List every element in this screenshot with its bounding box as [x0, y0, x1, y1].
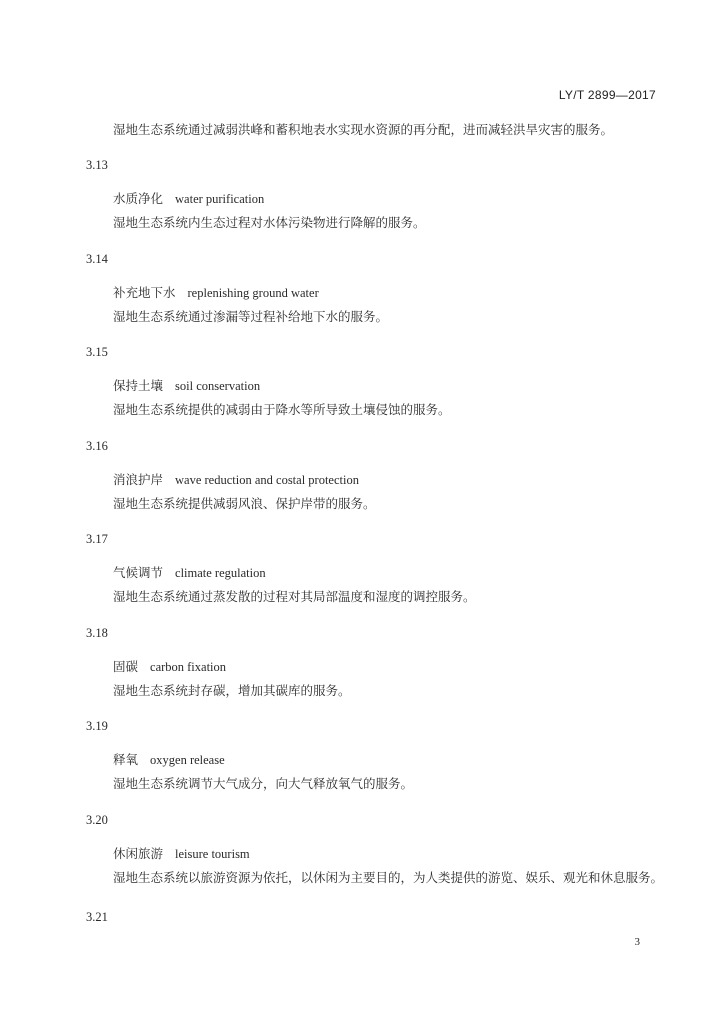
- clause-number: 3.17: [86, 532, 108, 546]
- term-definition: 湿地生态系统内生态过程对水体污染物进行降解的服务。: [113, 215, 426, 230]
- term-heading: [113, 844, 250, 862]
- term-heading: [113, 657, 226, 675]
- term-chinese: 补充地下水: [113, 284, 176, 300]
- term-entry: [0, 439, 724, 533]
- term-entry: [0, 813, 724, 907]
- clause-number: 3.15: [86, 345, 108, 359]
- term-heading: [113, 750, 225, 768]
- term-english: water purification: [175, 192, 265, 206]
- term-entry: [0, 532, 724, 626]
- term-chinese: 释氧: [113, 752, 139, 767]
- document-code: LY/T 2899—2017: [558, 88, 656, 102]
- term-chinese: 气候调节: [113, 565, 164, 580]
- term-entry: [0, 626, 724, 720]
- page-number: 3: [634, 936, 640, 948]
- clause-number: 3.13: [86, 158, 108, 172]
- term-english: climate regulation: [175, 566, 266, 580]
- term-definition: 湿地生态系统通过蒸发散的过程对其局部温度和湿度的调控服务。: [113, 589, 476, 604]
- term-heading: [113, 563, 266, 581]
- term-english: oxygen release: [150, 753, 225, 767]
- clause-number: 3.14: [86, 251, 108, 266]
- term-definition: 湿地生态系统调节大气成分，向大气释放氧气的服务。: [113, 776, 414, 791]
- clause-number: 3.18: [86, 625, 108, 640]
- term-definition: 湿地生态系统通过渗漏等过程补给地下水的服务。: [113, 308, 389, 324]
- term-definition: 湿地生态系统提供减弱风浪、保护岸带的服务。: [113, 495, 376, 511]
- term-heading: [113, 283, 319, 301]
- term-heading: [113, 470, 359, 488]
- term-entry: [0, 252, 724, 346]
- intro-paragraph: 湿地生态系统通过减弱洪峰和蓄积地表水实现水资源的再分配，进而减轻洪旱灾害的服务。: [113, 122, 614, 137]
- term-heading: [113, 189, 264, 207]
- term-list: [0, 158, 724, 906]
- clause-number: 3.20: [86, 812, 108, 827]
- term-english: replenishing ground water: [187, 285, 319, 300]
- term-definition: 湿地生态系统封存碳，增加其碳库的服务。: [113, 682, 351, 698]
- term-definition: 湿地生态系统提供的减弱由于降水等所导致土壤侵蚀的服务。: [113, 402, 451, 417]
- term-entry: [0, 719, 724, 813]
- clause-number-last: 3.21: [86, 910, 108, 924]
- term-chinese: 水质净化: [113, 191, 164, 206]
- term-entry: [0, 158, 724, 252]
- clause-number: 3.16: [86, 438, 108, 453]
- term-english: soil conservation: [175, 379, 261, 393]
- term-chinese: 固碳: [113, 658, 139, 674]
- term-english: wave reduction and costal protection: [175, 472, 359, 487]
- term-definition: 湿地生态系统以旅游资源为依托，以休闲为主要目的，为人类提供的游览、娱乐、观光和休息服务。: [113, 869, 664, 885]
- term-english: carbon fixation: [150, 659, 227, 674]
- term-chinese: 消浪护岸: [113, 471, 164, 487]
- term-english: leisure tourism: [175, 846, 250, 861]
- term-chinese: 休闲旅游: [113, 845, 164, 861]
- term-chinese: 保持土壤: [113, 378, 164, 393]
- clause-number: 3.19: [86, 719, 108, 733]
- term-entry: [0, 345, 724, 439]
- term-heading: [113, 376, 260, 394]
